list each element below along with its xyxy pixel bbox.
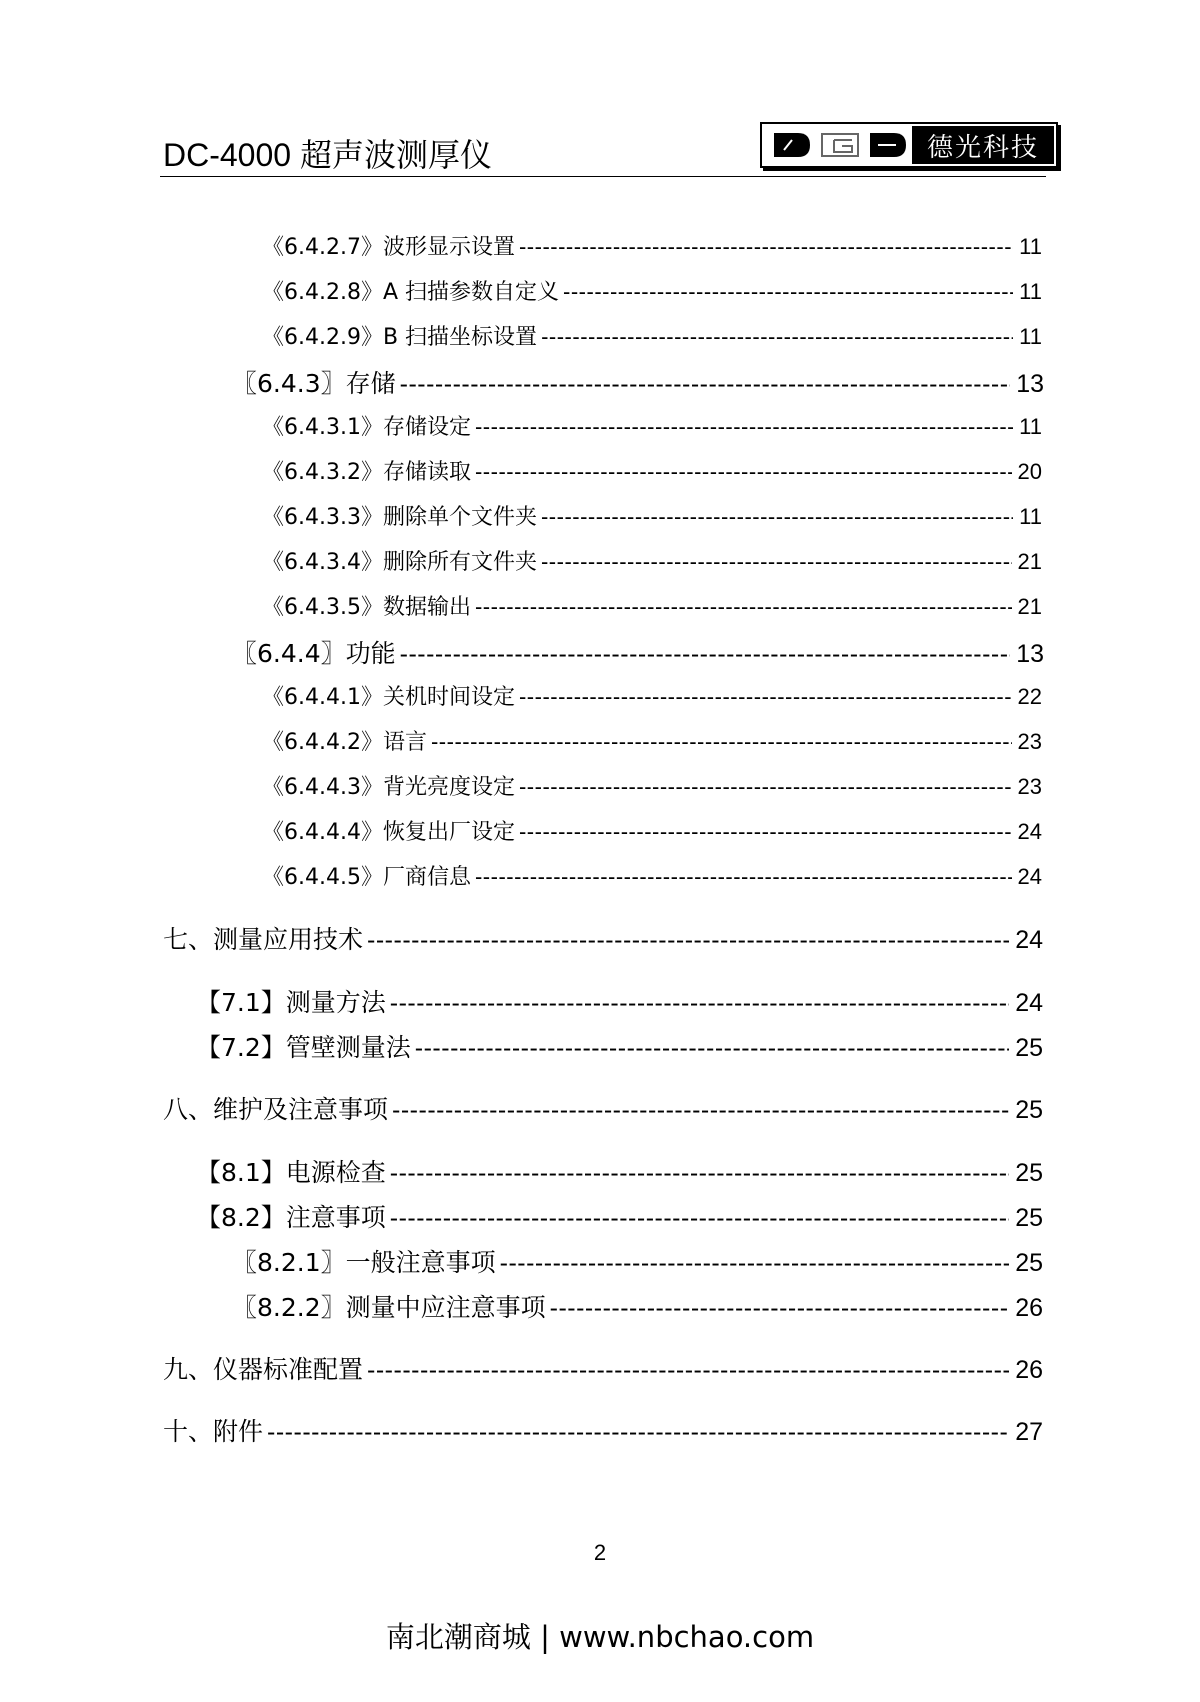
toc-entry[interactable] — [232, 1288, 1043, 1324]
toc-dot-leader — [541, 504, 1013, 530]
toc-entry-title: 《6.4.3.4》删除所有文件夹 — [262, 550, 537, 575]
toc-dot-leader — [519, 684, 1012, 710]
dgd-logo-icon — [772, 130, 908, 160]
toc-dot-leader — [519, 774, 1012, 800]
toc-entry-page: 24 — [1015, 989, 1043, 1017]
site-footer: 南北潮商城 | www.nbchao.com — [385, 1620, 815, 1654]
toc-dot-leader — [550, 1294, 1010, 1323]
toc-entry[interactable] — [163, 1090, 1043, 1126]
toc-dot-leader — [390, 1159, 1009, 1188]
toc-dot-leader — [400, 640, 1011, 669]
toc-dot-leader — [500, 1249, 1010, 1278]
toc-dot-leader — [392, 1096, 1009, 1125]
toc-entry[interactable] — [196, 983, 1043, 1019]
toc-entry[interactable] — [163, 1350, 1043, 1386]
toc-entry-page: 24 — [1015, 926, 1043, 954]
toc-entry[interactable] — [262, 770, 1042, 801]
toc-entry-title: 【7.1】测量方法 — [196, 988, 386, 1017]
toc-entry[interactable] — [232, 364, 1044, 400]
toc-entry-title: 十、附件 — [163, 1417, 264, 1446]
toc-entry-page: 13 — [1016, 640, 1044, 668]
toc-entry-page: 23 — [1017, 774, 1042, 799]
toc-entry-page: 11 — [1019, 279, 1042, 304]
toc-dot-leader — [475, 414, 1013, 440]
toc-entry-title: 《6.4.4.4》恢复出厂设定 — [262, 820, 515, 845]
toc-entry-title: 【8.2】注意事项 — [196, 1203, 386, 1232]
toc-entry-title: 〖6.4.3〗存储 — [232, 369, 396, 398]
toc-entry-title: 《6.4.2.7》波形显示设置 — [262, 235, 515, 260]
toc-dot-leader — [415, 1034, 1009, 1063]
toc-entry-title: 《6.4.2.9》B 扫描坐标设置 — [262, 325, 538, 350]
toc-entry-page: 25 — [1015, 1204, 1043, 1232]
toc-entry-title: 【8.1】电源检查 — [196, 1158, 386, 1187]
toc-entry-title: 八、维护及注意事项 — [163, 1095, 389, 1124]
toc-entry[interactable] — [232, 1243, 1043, 1279]
toc-dot-leader — [400, 370, 1011, 399]
page-number: 2 — [593, 1540, 607, 1565]
toc-entry[interactable] — [163, 1412, 1043, 1448]
toc-entry[interactable] — [232, 634, 1044, 670]
toc-dot-leader — [541, 549, 1012, 575]
toc-dot-leader — [475, 594, 1012, 620]
toc-entry[interactable] — [262, 815, 1042, 846]
toc-entry-title: 〖8.2.1〗一般注意事项 — [232, 1248, 496, 1277]
toc-entry-title: 《6.4.2.8》A 扫描参数自定义 — [262, 280, 560, 305]
toc-dot-leader — [563, 279, 1013, 305]
toc-entry-title: 《6.4.3.1》存储设定 — [262, 415, 471, 440]
toc-dot-leader — [390, 989, 1009, 1018]
toc-entry[interactable] — [262, 230, 1042, 261]
toc-entry[interactable] — [262, 275, 1042, 306]
company-name: 德光科技 — [912, 126, 1054, 164]
toc-entry[interactable] — [262, 680, 1042, 711]
toc-dot-leader — [367, 1356, 1009, 1385]
toc-entry-page: 13 — [1016, 370, 1044, 398]
toc-entry-page: 25 — [1015, 1096, 1043, 1124]
toc-entry-title: 《6.4.3.2》存储读取 — [262, 460, 471, 485]
toc-entry-title: 【7.2】管壁测量法 — [196, 1033, 411, 1062]
company-logo — [760, 122, 1058, 168]
toc-entry[interactable] — [262, 455, 1042, 486]
toc-entry-title: 《6.4.3.5》数据输出 — [262, 595, 471, 620]
toc-entry-page: 21 — [1017, 594, 1042, 619]
toc-entry-title: 七、测量应用技术 — [163, 925, 364, 954]
toc-entry-page: 20 — [1017, 459, 1042, 484]
toc-entry-title: 九、仪器标准配置 — [163, 1355, 364, 1384]
toc-dot-leader — [367, 926, 1009, 955]
toc-dot-leader — [390, 1204, 1009, 1233]
toc-dot-leader — [519, 819, 1012, 845]
toc-dot-leader — [519, 234, 1013, 260]
toc-entry[interactable] — [262, 410, 1042, 441]
toc-entry-title: 《6.4.4.3》背光亮度设定 — [262, 775, 515, 800]
toc-entry-page: 24 — [1017, 864, 1042, 889]
toc-entry[interactable] — [262, 320, 1042, 351]
toc-dot-leader — [267, 1418, 1009, 1447]
toc-entry-page: 11 — [1019, 504, 1042, 529]
toc-entry[interactable] — [262, 860, 1042, 891]
toc-entry-page: 26 — [1015, 1356, 1043, 1384]
toc-entry-page: 23 — [1017, 729, 1042, 754]
toc-entry-page: 25 — [1015, 1249, 1043, 1277]
toc-entry-page: 11 — [1019, 414, 1042, 439]
toc-entry[interactable] — [196, 1153, 1043, 1189]
toc-entry[interactable] — [196, 1028, 1043, 1064]
toc-entry[interactable] — [262, 545, 1042, 576]
toc-entry-page: 22 — [1017, 684, 1042, 709]
toc-entry-title: 《6.4.4.5》厂商信息 — [262, 865, 471, 890]
toc-entry[interactable] — [163, 920, 1043, 956]
toc-entry[interactable] — [262, 590, 1042, 621]
toc-entry-page: 27 — [1015, 1418, 1043, 1446]
toc-entry[interactable] — [262, 500, 1042, 531]
toc-entry-page: 21 — [1017, 549, 1042, 574]
toc-dot-leader — [431, 729, 1012, 755]
toc-entry-page: 11 — [1019, 234, 1042, 259]
header-divider — [160, 176, 1046, 177]
toc-dot-leader — [475, 459, 1012, 485]
toc-entry-page: 24 — [1017, 819, 1042, 844]
toc-entry-title: 〖6.4.4〗功能 — [232, 639, 396, 668]
toc-entry-page: 11 — [1019, 324, 1042, 349]
toc-entry-title: 〖8.2.2〗测量中应注意事项 — [232, 1293, 546, 1322]
document-title: DC-4000 超声波测厚仪 — [163, 137, 492, 173]
toc-dot-leader — [475, 864, 1012, 890]
toc-entry-title: 《6.4.4.2》语言 — [262, 730, 427, 755]
toc-entry-title: 《6.4.3.3》删除单个文件夹 — [262, 505, 537, 530]
toc-entry-page: 25 — [1015, 1159, 1043, 1187]
toc-entry-title: 《6.4.4.1》关机时间设定 — [262, 685, 515, 710]
toc-entry[interactable] — [262, 725, 1042, 756]
toc-dot-leader — [541, 324, 1013, 350]
toc-entry-page: 25 — [1015, 1034, 1043, 1062]
toc-entry-page: 26 — [1015, 1294, 1043, 1322]
toc-entry[interactable] — [196, 1198, 1043, 1234]
